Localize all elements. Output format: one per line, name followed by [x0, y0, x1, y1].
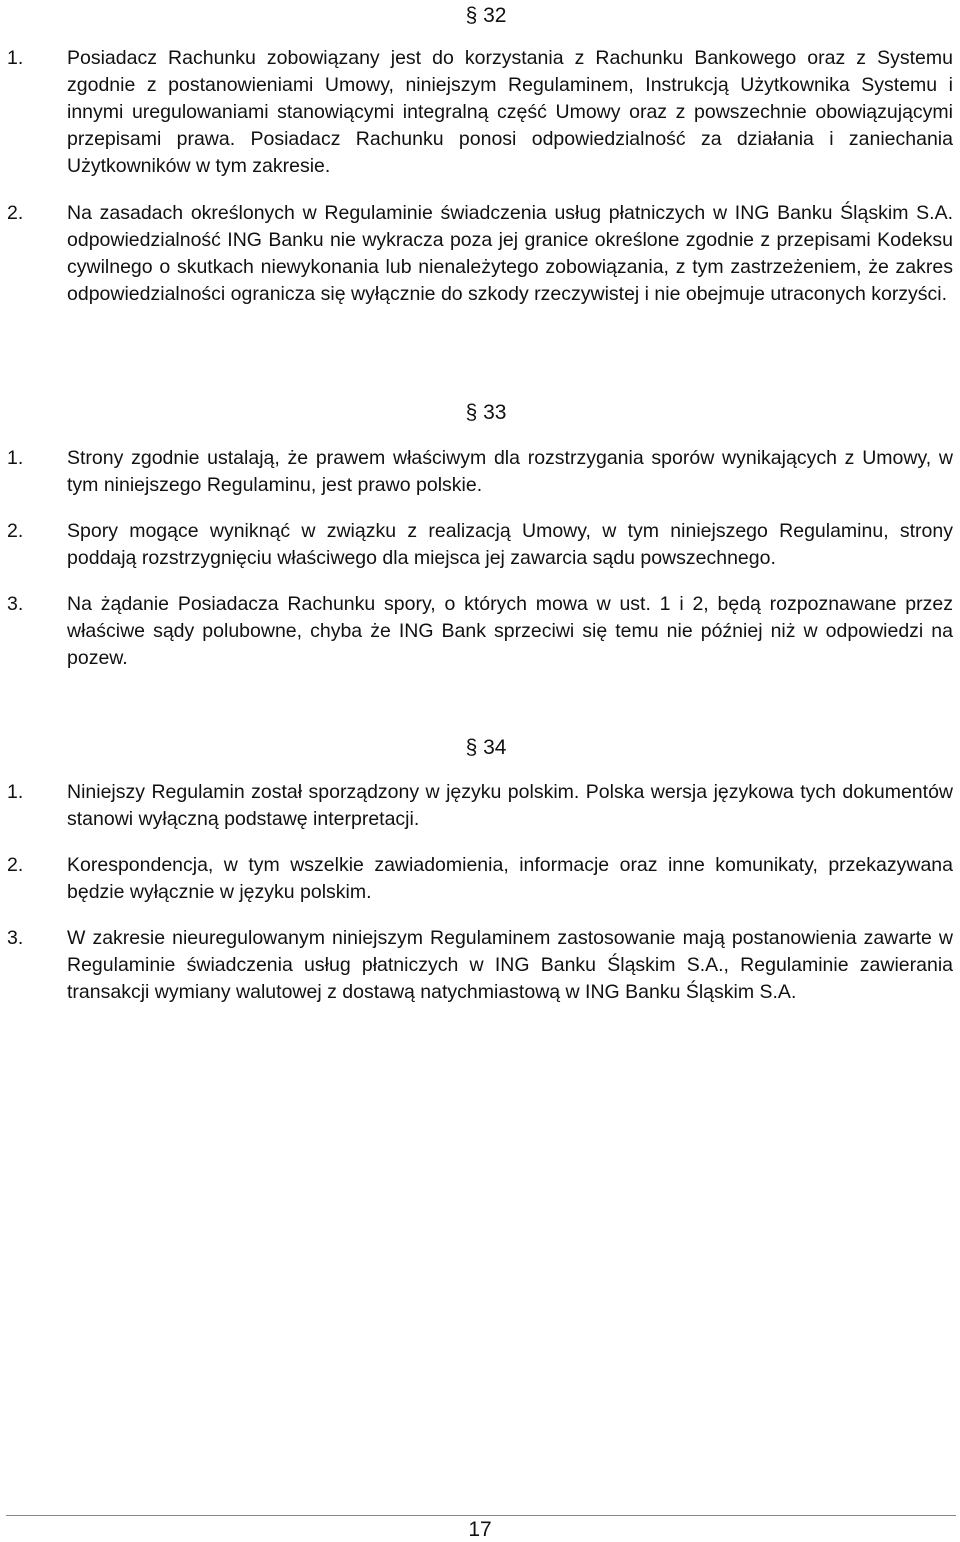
- paragraph-number: 1.: [7, 447, 24, 469]
- paragraph-text: Strony zgodnie ustalają, że prawem właściwym dla rozstrzygania sporów wynikających z Umowy, w tym niniejszego Regulaminu, jest prawo polskie.: [67, 447, 953, 496]
- paragraph-number: 3.: [7, 927, 24, 949]
- paragraph-number: 2.: [7, 854, 24, 876]
- paragraph-text: W zakresie nieuregulowanym niniejszym Regulaminem zastosowanie mają postanowienia zawarte w Regulaminie świadczenia usług płatniczych w ING Banku Śląskim S.A., Regulaminie zawierania transakcji wymiany walutowej z dostawą natychmiastową w ING Banku Śląskim S.A.: [67, 927, 953, 1003]
- paragraph-number: 1.: [7, 781, 24, 803]
- paragraph-text: Na żądanie Posiadacza Rachunku spory, o których mowa w ust. 1 i 2, będą rozpoznawane przez właściwe sądy polubowne, chyba że ING Bank sprzeciwi się temu nie później niż w odpowiedzi na pozew.: [67, 593, 953, 669]
- paragraph-text: Posiadacz Rachunku zobowiązany jest do korzystania z Rachunku Bankowego oraz z Systemu zgodnie z postanowieniami Umowy, niniejszym Regulaminem, Instrukcją Użytkownika Systemu i innymi uregulowaniami stanowiącymi integralną część Umowy oraz z powszechnie obowiązującymi przepisami prawa. Posiadacz Rachunku ponosi odpowiedzialność za działania i zaniechania Użytkowników w tym zakresie.: [67, 47, 953, 177]
- paragraph-number: 2.: [7, 202, 24, 224]
- paragraph-number: 3.: [7, 593, 24, 615]
- section-heading-34: § 34: [465, 736, 507, 759]
- section-heading-33: § 33: [465, 401, 507, 424]
- paragraph-text: Korespondencja, w tym wszelkie zawiadomienia, informacje oraz inne komunikaty, przekazywana będzie wyłącznie w języku polskim.: [67, 854, 953, 903]
- footer-divider: [6, 1515, 956, 1516]
- paragraph-number: 1.: [7, 47, 24, 69]
- page-number: 17: [468, 1518, 492, 1541]
- paragraph-text: Na zasadach określonych w Regulaminie świadczenia usług płatniczych w ING Banku Śląskim S.A. odpowiedzialność ING Banku nie wykracza poza jej granice określone zgodnie z przepisami Kodeksu cywilnego o skutkach niewykonania lub nienależytego zobowiązania, z tym zastrzeżeniem, że zakres odpowiedzialności ogranicza się wyłącznie do szkody rzeczywistej i nie obejmuje utraconych korzyści.: [67, 202, 953, 305]
- section-heading-32: § 32: [465, 4, 507, 27]
- paragraph-number: 2.: [7, 520, 24, 542]
- paragraph-text: Niniejszy Regulamin został sporządzony w języku polskim. Polska wersja językowa tych dokumentów stanowi wyłączną podstawę interpretacji.: [67, 781, 953, 830]
- paragraph-text: Spory mogące wyniknąć w związku z realizacją Umowy, w tym niniejszego Regulaminu, strony poddają rozstrzygnięciu właściwego dla miejsca jej zawarcia sądu powszechnego.: [67, 520, 953, 569]
